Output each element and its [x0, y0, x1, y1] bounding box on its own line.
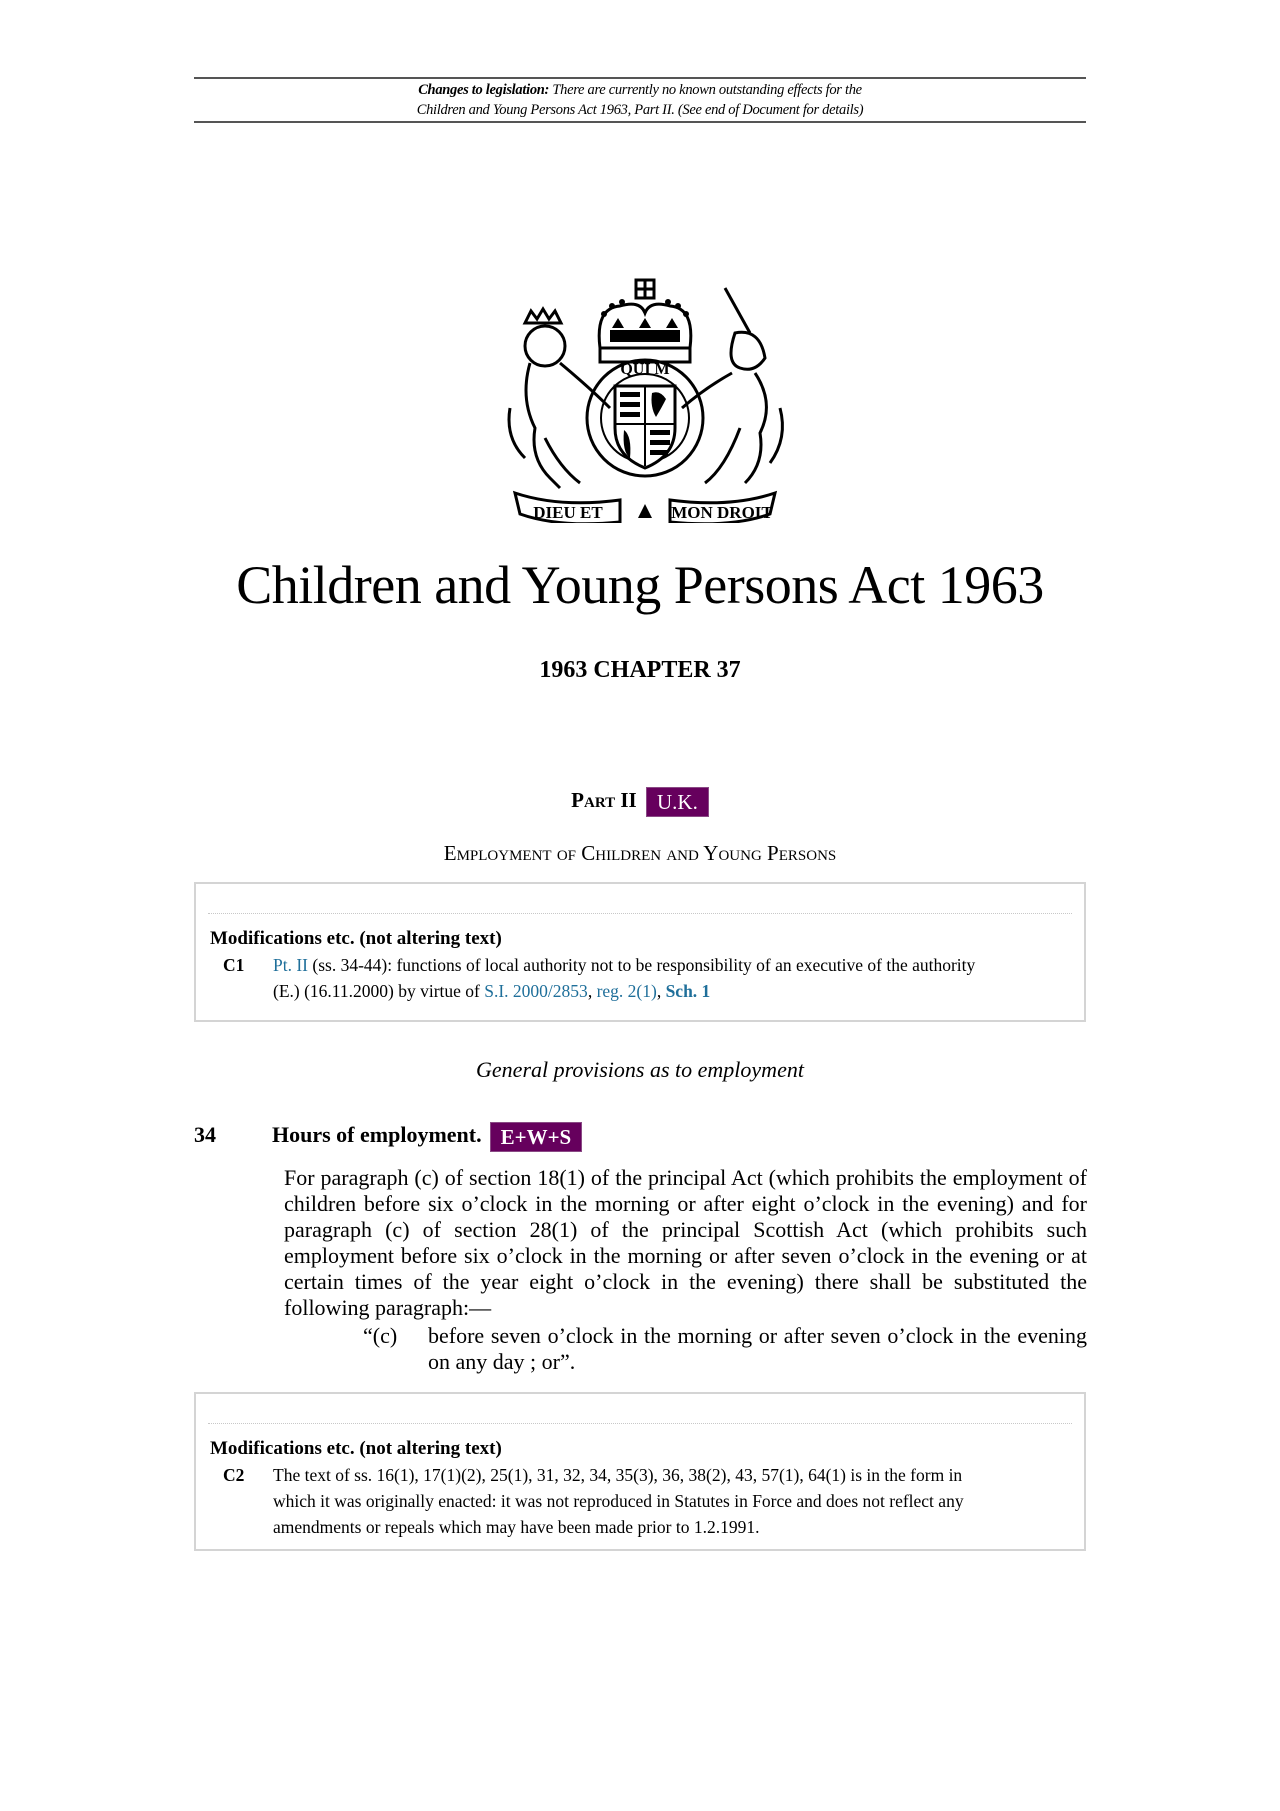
banner-label: Changes to legislation: [418, 82, 550, 98]
section-body: For paragraph (c) of section 18(1) of the principal Act (which prohibits the employment of children before six o’clock in the morning or after eight o’clock in the evening) and for paragraph (c) of section 28(1) of the principal Scottish Act (which prohibits such employment before six o’clock in the morning or after seven o’clock in the evening or at certain times of the year eight o’clock in the evening) there shall be substituted the following paragraph:— [284, 1165, 1087, 1320]
banner-line2: Children and Young Persons Act 1963, Part II. (See end of Document for details) [416, 102, 864, 118]
royal-coat-of-arms-icon [500, 278, 790, 523]
extent-badge-ews: E+W+S [490, 1122, 583, 1152]
annotation-heading: Modifications etc. (not altering text) [210, 1438, 502, 1459]
link-sch-1[interactable]: Sch. 1 [665, 981, 711, 1001]
annotation-box-c2 [194, 1392, 1086, 1551]
changes-to-legislation-banner [194, 77, 1086, 123]
part-heading [0, 785, 1280, 817]
annotation-box-c1 [194, 882, 1086, 1022]
link-reg-2-1[interactable]: reg. 2(1) [596, 981, 657, 1001]
banner-line1: There are currently no known outstanding effects for the [549, 82, 862, 98]
divider [208, 1423, 1072, 1424]
link-pt-ii[interactable]: Pt. II [273, 955, 308, 975]
document-title: Children and Young Persons Act 1963 [236, 555, 1044, 615]
svg-text:QUI M: QUI M [620, 361, 670, 378]
svg-text:MON DROIT: MON DROIT [671, 503, 773, 522]
link-si-2000-2853[interactable]: S.I. 2000/2853 [484, 981, 588, 1001]
part-label: Part II [571, 788, 637, 812]
divider [208, 913, 1072, 914]
chapter-number: 1963 CHAPTER 37 [539, 657, 741, 683]
annotation-code: C2 [223, 1465, 245, 1485]
crossheading: General provisions as to employment [476, 1057, 804, 1082]
extent-badge-uk: U.K. [646, 787, 709, 817]
sub-paragraph-text: before seven o’clock in the morning or after seven o’clock in the evening on any day ; or”. [428, 1323, 1087, 1374]
svg-text:DIEU ET: DIEU ET [533, 503, 603, 522]
section-title: Hours of employment. E+W+S [272, 1120, 582, 1152]
annotation-heading: Modifications etc. (not altering text) [210, 928, 502, 949]
annotation-text: The text of ss. 16(1), 17(1)(2), 25(1), 31, 32, 34, 35(3), 36, 38(2), 43, 57(1), 64(1) is in the form in which it was originally enacted: it was not reproduced in Statutes in Force and does not reflect any amendments or repeals which may have been made prior to 1.2.1991. [273, 1465, 964, 1537]
annotation-code: C1 [223, 955, 245, 975]
section-number: 34 [194, 1122, 216, 1147]
sub-paragraph-label: “(c) [363, 1323, 398, 1348]
annotation-text: Pt. II (ss. 34-44): functions of local authority not to be responsibility of an executive of the authority (E.) (16.11.2000) by virtue of S.I. 2000/2853, reg. 2(1), Sch. 1 [273, 955, 976, 1001]
part-title: Employment of Children and Young Persons [443, 841, 837, 865]
